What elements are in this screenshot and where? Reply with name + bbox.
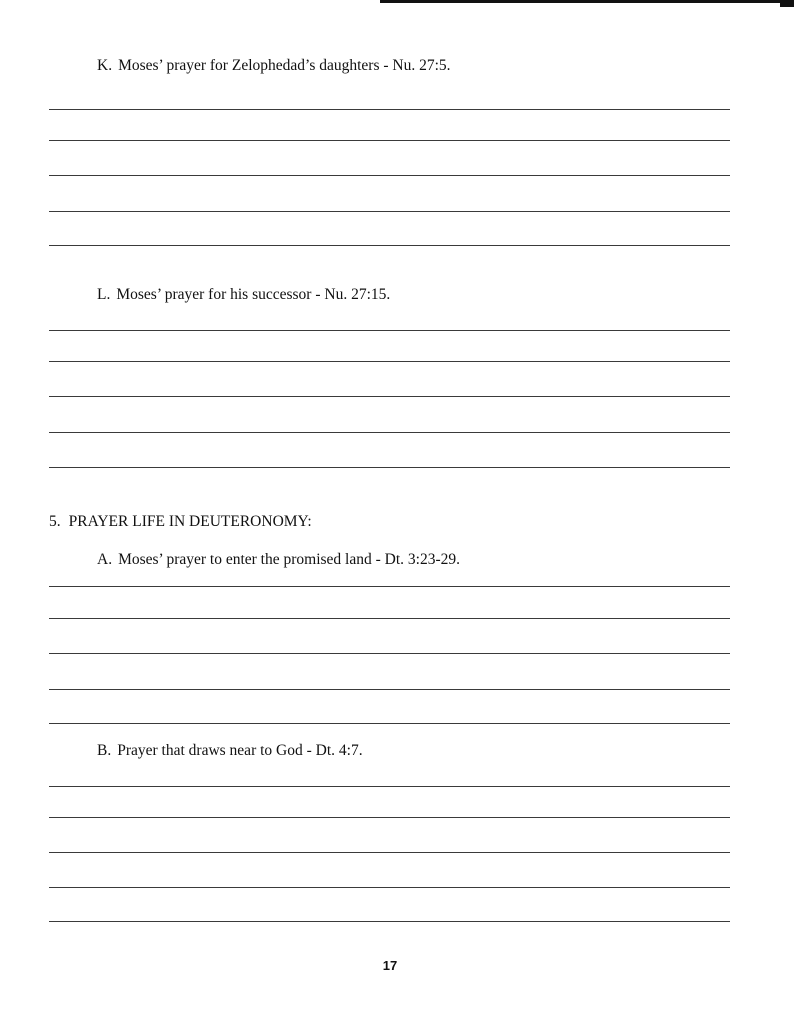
answer-line-a-3[interactable] <box>49 653 730 654</box>
section-5-heading <box>49 513 312 531</box>
answer-line-l-1[interactable] <box>49 330 730 331</box>
prompt-l-label: L. <box>97 286 111 303</box>
prompt-a-label: A. <box>97 551 113 568</box>
answer-line-l-5[interactable] <box>49 467 730 468</box>
prompt-l-text: Moses’ prayer for his successor - Nu. 27:15. <box>116 286 391 303</box>
prompt-k-label: K. <box>97 57 113 74</box>
prompt-k-text: Moses’ prayer for Zelophedad’s daughters - Nu. 27:5. <box>118 57 451 74</box>
scan-edge-line <box>380 0 794 3</box>
prompt-b <box>97 742 363 760</box>
page-number: 17 <box>382 958 398 973</box>
answer-line-k-1[interactable] <box>49 109 730 110</box>
answer-line-l-3[interactable] <box>49 396 730 397</box>
answer-line-a-4[interactable] <box>49 689 730 690</box>
answer-line-k-5[interactable] <box>49 245 730 246</box>
answer-line-l-4[interactable] <box>49 432 730 433</box>
answer-line-k-2[interactable] <box>49 140 730 141</box>
answer-line-k-3[interactable] <box>49 175 730 176</box>
answer-line-b-1[interactable] <box>49 786 730 787</box>
prompt-a-text: Moses’ prayer to enter the promised land - Dt. 3:23-29. <box>118 551 460 568</box>
section-5-number: 5. <box>49 513 61 530</box>
answer-line-b-2[interactable] <box>49 817 730 818</box>
answer-line-k-4[interactable] <box>49 211 730 212</box>
prompt-b-text: Prayer that draws near to God - Dt. 4:7. <box>117 742 363 759</box>
answer-line-a-1[interactable] <box>49 586 730 587</box>
answer-line-l-2[interactable] <box>49 361 730 362</box>
prompt-b-label: B. <box>97 742 112 759</box>
section-5-title: PRAYER LIFE IN DEUTERONOMY: <box>68 513 312 530</box>
prompt-k <box>97 57 451 75</box>
answer-line-a-2[interactable] <box>49 618 730 619</box>
answer-line-b-3[interactable] <box>49 852 730 853</box>
prompt-l <box>97 286 390 304</box>
scan-edge-corner <box>780 0 794 7</box>
answer-line-b-4[interactable] <box>49 887 730 888</box>
prompt-a <box>97 551 460 569</box>
answer-line-b-5[interactable] <box>49 921 730 922</box>
answer-line-a-5[interactable] <box>49 723 730 724</box>
